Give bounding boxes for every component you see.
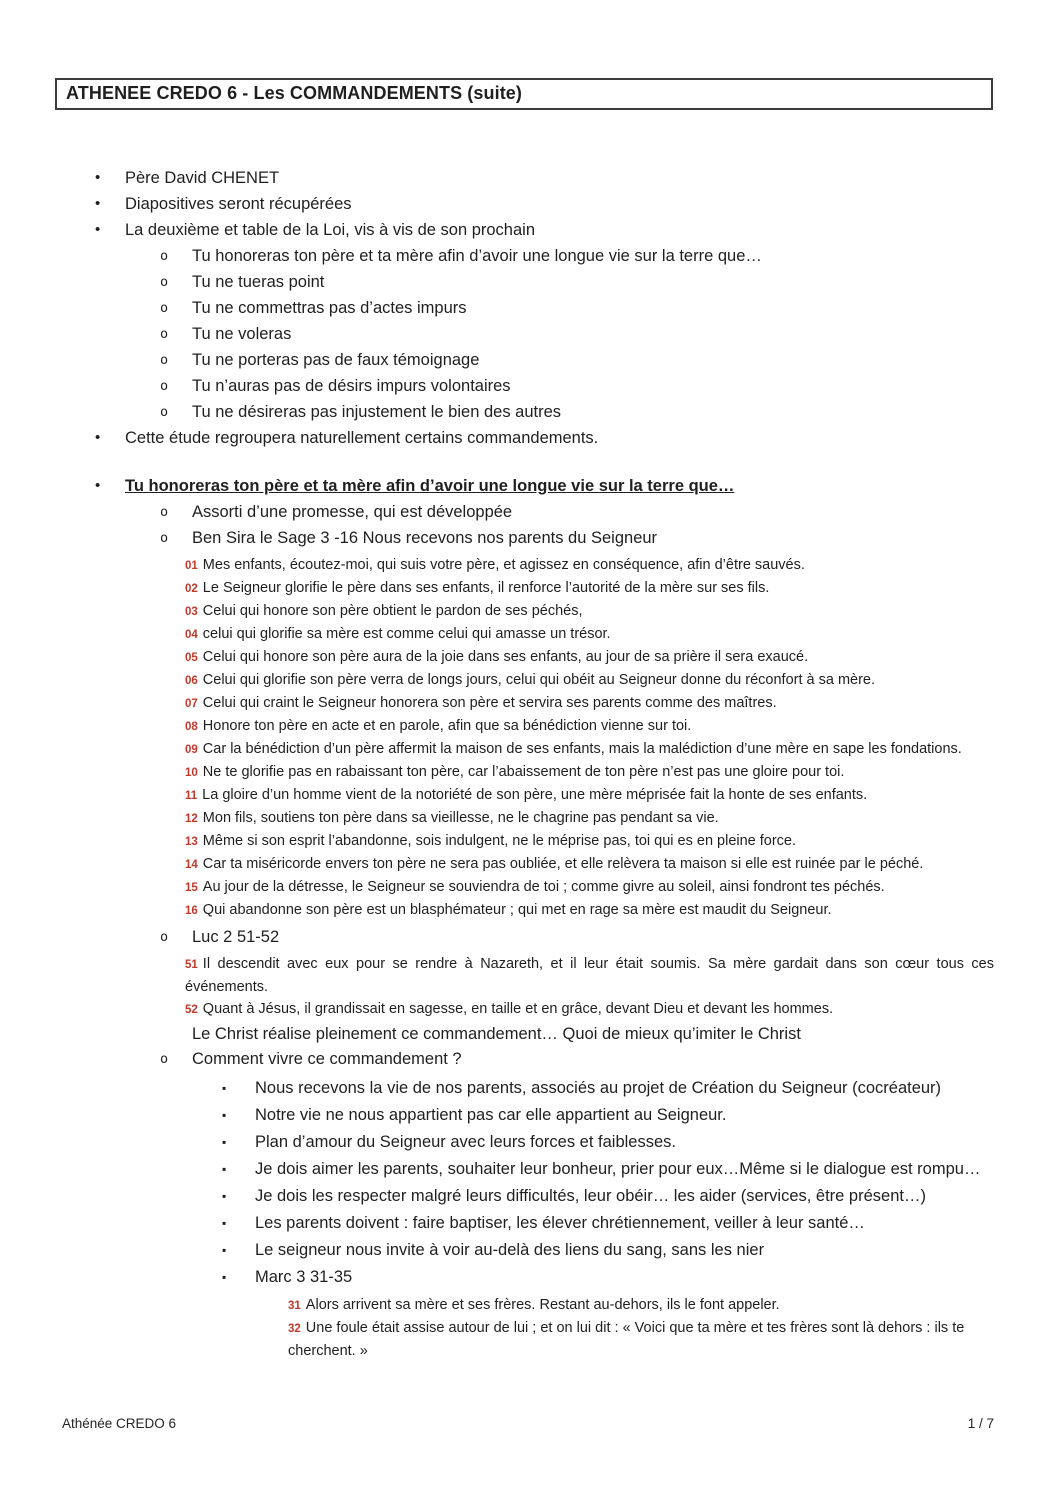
list-item	[62, 924, 994, 950]
verse-number: 10	[185, 767, 198, 779]
verse-number: 07	[185, 698, 198, 710]
verse-line	[185, 876, 994, 899]
verse-text: Même si son esprit l’abandonne, sois indulgent, ne le méprise pas, toi qui es en pleine force.	[202, 833, 797, 849]
bullet-square-icon: ▪	[222, 1135, 227, 1149]
bullet-circle-icon: o	[160, 1051, 169, 1067]
document-title-text: ATHENEE CREDO 6 - Les COMMANDEMENTS (suite)	[66, 83, 522, 103]
how-item-label: Nous recevons la vie de nos parents, associés au projet de Création du Seigneur (cocréateur)	[255, 1079, 942, 1097]
how-item-label: Plan d’amour du Seigneur avec leurs forces et faiblesses.	[255, 1133, 676, 1151]
verse-number: 09	[185, 744, 198, 756]
verse-text: Ne te glorifie pas en rabaissant ton père, car l’abaissement de ton père n’est pas une gloire pour toi.	[202, 764, 845, 780]
verse-line	[185, 577, 994, 600]
commandment-label: Tu n’auras pas de désirs impurs volontaires	[192, 377, 511, 395]
bullet-dot-icon: •	[95, 169, 101, 186]
section-heading-item	[62, 473, 994, 499]
commandment-label: Tu ne voleras	[192, 325, 292, 343]
verse-line	[185, 623, 994, 646]
how-item-label: Je dois les respecter malgré leurs difficultés, leur obéir… les aider (services, être présent…)	[255, 1187, 926, 1205]
bullet-circle-icon: o	[160, 504, 169, 520]
list-item	[62, 217, 994, 243]
luc-note: Le Christ réalise pleinement ce commandement… Quoi de mieux qu’imiter le Christ	[192, 1025, 801, 1043]
commandment-label: Tu ne commettras pas d’actes impurs	[192, 299, 467, 317]
luc-verses	[185, 953, 994, 1021]
list-item	[62, 295, 994, 321]
sub-item-label: Luc 2 51-52	[192, 928, 280, 946]
bullet-square-icon: ▪	[222, 1189, 227, 1203]
verse-number: 05	[185, 652, 198, 664]
list-item	[62, 1102, 994, 1129]
verse-text: celui qui glorifie sa mère est comme celui qui amasse un trésor.	[202, 626, 611, 642]
verse-line	[185, 853, 994, 876]
bullet-circle-icon: o	[160, 352, 169, 368]
commandment-label: Tu honoreras ton père et ta mère afin d’avoir une longue vie sur la terre que…	[192, 247, 762, 265]
verse-text: Une foule était assise autour de lui ; et on lui dit : « Voici que ta mère et tes frères sont là dehors : ils te cherchent. »	[288, 1320, 965, 1359]
document-title	[55, 78, 993, 110]
bullet-dot-icon: •	[95, 221, 101, 238]
list-item-label: La deuxième et table de la Loi, vis à vis de son prochain	[125, 221, 536, 239]
commandment-label: Tu ne désireras pas injustement le bien des autres	[192, 403, 562, 421]
page-content	[62, 165, 994, 1364]
bullet-circle-icon: o	[160, 530, 169, 546]
bullet-square-icon: ▪	[222, 1216, 227, 1230]
list-item-label: Cette étude regroupera naturellement certains commandements.	[125, 429, 599, 447]
footer-page-number: 1 / 7	[967, 1416, 994, 1431]
verse-number: 12	[185, 813, 198, 825]
verse-text: La gloire d’un homme vient de la notoriété de son père, une mère méprisée fait la honte de ses enfants.	[202, 787, 868, 803]
verse-line	[288, 1294, 994, 1317]
sub-item-label: Assorti d’une promesse, qui est développée	[192, 503, 513, 521]
verse-line	[185, 738, 994, 761]
list-item	[62, 269, 994, 295]
sub-item-label: Comment vivre ce commandement ?	[192, 1050, 462, 1068]
list-item	[62, 1156, 994, 1183]
bullet-square-icon: ▪	[222, 1162, 227, 1176]
bullet-dot-icon: •	[95, 477, 101, 494]
verse-line	[185, 692, 994, 715]
verse-line	[185, 830, 994, 853]
verse-line	[185, 715, 994, 738]
verse-text: Alors arrivent sa mère et ses frères. Restant au-dehors, ils le font appeler.	[305, 1297, 780, 1313]
list-item-label: Diapositives seront récupérées	[125, 195, 352, 213]
verse-number: 06	[185, 675, 198, 687]
verse-number: 52	[185, 1004, 198, 1016]
verse-number: 14	[185, 859, 198, 871]
how-item-label: Marc 3 31-35	[255, 1268, 353, 1286]
how-item-label: Je dois aimer les parents, souhaiter leur bonheur, prier pour eux…Même si le dialogue est rompu…	[255, 1160, 981, 1178]
list-item	[62, 1237, 994, 1264]
list-item	[62, 525, 994, 551]
verse-line	[185, 554, 994, 577]
verse-number: 32	[288, 1323, 301, 1335]
verse-text: Car ta miséricorde envers ton père ne sera pas oubliée, et elle relèvera ta maison si elle est ruinée par le péché.	[202, 856, 924, 872]
verse-line	[185, 998, 994, 1021]
verse-line	[185, 761, 994, 784]
verse-text: Mes enfants, écoutez-moi, qui suis votre père, et agissez en conséquence, afin d’être sauvés.	[202, 557, 805, 573]
verse-line	[185, 784, 994, 807]
list-item	[62, 1210, 994, 1237]
verse-text: Celui qui craint le Seigneur honorera son père et servira ses parents comme des maîtres.	[202, 695, 777, 711]
footer-document-name: Athénée CREDO 6	[62, 1416, 177, 1431]
verse-line	[185, 807, 994, 830]
list-item	[62, 1075, 994, 1102]
bullet-dot-icon: •	[95, 429, 101, 446]
verse-line	[185, 600, 994, 623]
verse-number: 51	[185, 959, 198, 971]
bullet-square-icon: ▪	[222, 1243, 227, 1257]
list-item	[62, 1129, 994, 1156]
verse-text: Le Seigneur glorifie le père dans ses enfants, il renforce l’autorité de la mère sur ses fils.	[202, 580, 770, 596]
list-item	[62, 191, 994, 217]
verse-text: Quant à Jésus, il grandissait en sagesse, en taille et en grâce, devant Dieu et devant les hommes.	[202, 1001, 834, 1017]
list-item	[62, 373, 994, 399]
bullet-dot-icon: •	[95, 195, 101, 212]
list-item	[62, 425, 994, 451]
section-heading: Tu honoreras ton père et ta mère afin d’avoir une longue vie sur la terre que…	[125, 477, 735, 495]
commandment-label: Tu ne tueras point	[192, 273, 325, 291]
bullet-circle-icon: o	[160, 248, 169, 264]
verse-number: 04	[185, 629, 198, 641]
list-item	[62, 347, 994, 373]
verse-text: Celui qui honore son père aura de la joie dans ses enfants, au jour de sa prière il sera exaucé.	[202, 649, 809, 665]
bullet-square-icon: ▪	[222, 1081, 227, 1095]
verse-text: Honore ton père en acte et en parole, afin que sa bénédiction vienne sur toi.	[202, 718, 692, 734]
list-item-label: Père David CHENET	[125, 169, 280, 187]
verse-line	[185, 953, 994, 998]
list-item	[62, 1264, 994, 1291]
list-item	[62, 499, 994, 525]
commandment-label: Tu ne porteras pas de faux témoignage	[192, 351, 480, 369]
list-item	[62, 399, 994, 425]
marc-verses	[288, 1294, 994, 1362]
verse-number: 16	[185, 905, 198, 917]
bullet-circle-icon: o	[160, 404, 169, 420]
verse-text: Il descendit avec eux pour se rendre à Nazareth, et il leur était soumis. Sa mère gardait dans son cœur tous ces événements.	[185, 956, 994, 995]
verse-text: Celui qui glorifie son père verra de longs jours, celui qui obéit au Seigneur donne du réconfort à sa mère.	[202, 672, 876, 688]
bullet-circle-icon: o	[160, 274, 169, 290]
bullet-circle-icon: o	[160, 326, 169, 342]
list-item	[62, 1183, 994, 1210]
verse-text: Mon fils, soutiens ton père dans sa vieillesse, ne le chagrine pas pendant sa vie.	[202, 810, 719, 826]
bullet-circle-icon: o	[160, 929, 169, 945]
verse-line	[185, 899, 994, 922]
verse-number: 11	[185, 790, 198, 802]
verse-line	[185, 669, 994, 692]
list-item	[62, 321, 994, 347]
bullet-circle-icon: o	[160, 300, 169, 316]
verse-text: Celui qui honore son père obtient le pardon de ses péchés,	[202, 603, 583, 619]
how-item-label: Le seigneur nous invite à voir au-delà des liens du sang, sans les nier	[255, 1241, 765, 1259]
list-item	[62, 1046, 994, 1072]
verse-number: 02	[185, 583, 198, 595]
verse-text: Au jour de la détresse, le Seigneur se souviendra de toi ; comme givre au soleil, ainsi fondront tes péchés.	[202, 879, 885, 895]
verse-number: 08	[185, 721, 198, 733]
verse-text: Qui abandonne son père est un blasphémateur ; qui met en rage sa mère est maudit du Seigneur.	[202, 902, 832, 918]
how-item-label: Les parents doivent : faire baptiser, les élever chrétiennement, veiller à leur santé…	[255, 1214, 865, 1232]
verse-number: 01	[185, 560, 198, 572]
bullet-circle-icon: o	[160, 378, 169, 394]
verse-line	[288, 1317, 994, 1362]
bullet-square-icon: ▪	[222, 1108, 227, 1122]
sub-item-label: Ben Sira le Sage 3 -16 Nous recevons nos parents du Seigneur	[192, 529, 658, 547]
verse-number: 03	[185, 606, 198, 618]
page-footer	[62, 1416, 994, 1431]
verse-number: 31	[288, 1300, 301, 1312]
spacer	[62, 451, 994, 473]
how-item-label: Notre vie ne nous appartient pas car elle appartient au Seigneur.	[255, 1106, 727, 1124]
bensira-verses	[185, 554, 994, 922]
verse-number: 15	[185, 882, 198, 894]
bullet-square-icon: ▪	[222, 1270, 227, 1284]
verse-line	[185, 646, 994, 669]
list-item	[62, 243, 994, 269]
list-item	[62, 165, 994, 191]
verse-text: Car la bénédiction d’un père affermit la maison de ses enfants, mais la malédiction d’une mère en sape les fondations.	[202, 741, 962, 757]
verse-number: 13	[185, 836, 198, 848]
